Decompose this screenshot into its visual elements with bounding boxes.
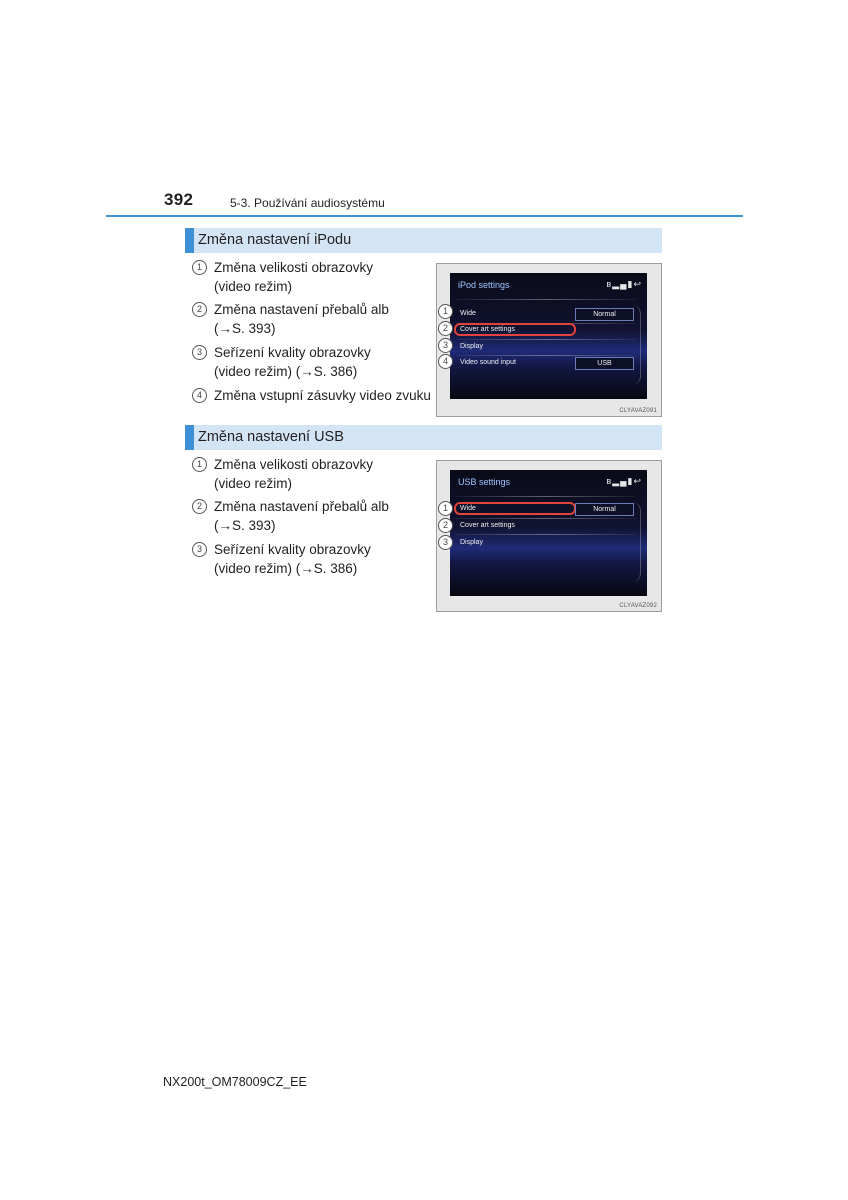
callout-badge: 1: [438, 304, 453, 319]
item-number-badge: 3: [192, 542, 207, 557]
divider: [456, 299, 636, 300]
screen-title: USB settings: [458, 477, 511, 487]
item-text: Seřízení kvality obrazovky (video režim) (→S. 386): [214, 345, 371, 379]
callout-badge: 4: [438, 354, 453, 369]
section-heading-usb: [185, 425, 662, 450]
callout-badge: 1: [438, 501, 453, 516]
item-number-badge: 1: [192, 457, 207, 472]
back-arrow-icon: ↩: [633, 279, 642, 289]
bluetooth-icon: ʙ: [606, 279, 613, 289]
item-number-badge: 2: [192, 499, 207, 514]
callout-badge: 2: [438, 321, 453, 336]
page-number: 392: [164, 190, 194, 209]
item-text: Změna velikosti obrazovky (video režim): [214, 260, 374, 294]
battery-icon: ▮: [627, 279, 634, 289]
divider: [456, 355, 636, 356]
scroll-arc: [632, 305, 641, 385]
item-text: Změna velikosti obrazovky (video režim): [214, 457, 374, 491]
divider: [456, 496, 636, 497]
figure-code: CLYAVAZ092: [619, 603, 657, 609]
screen-row-label: Display: [460, 539, 483, 546]
section-heading-ipod: [185, 228, 662, 253]
screen-row-value: USB: [575, 357, 634, 370]
callout-badge: 3: [438, 338, 453, 353]
chapter-title: 5-3. Používání audiosystému: [230, 196, 385, 210]
callout-badge: 3: [438, 535, 453, 550]
screenshot-usb-settings: [436, 460, 662, 612]
figure-code: CLYAVAZ091: [619, 408, 657, 414]
item-number-badge: 1: [192, 260, 207, 275]
item-number-badge: 3: [192, 345, 207, 360]
screen-row-label: Cover art settings: [460, 522, 515, 529]
divider: [456, 339, 636, 340]
signal-icon: ▂▄: [612, 476, 628, 486]
item-text: Změna nastavení přebalů alb (→S. 393): [214, 302, 389, 336]
item-text: Seřízení kvality obrazovky (video režim) (→S. 386): [214, 542, 371, 576]
divider: [456, 534, 636, 535]
header-rule: [106, 215, 743, 217]
back-arrow-icon: ↩: [633, 476, 642, 486]
scroll-arc: [632, 502, 641, 582]
callout-badge: 2: [438, 518, 453, 533]
document-code: NX200t_OM78009CZ_EE: [163, 1075, 307, 1089]
battery-icon: ▮: [627, 476, 634, 486]
signal-icon: ▂▄: [612, 279, 628, 289]
item-number-badge: 4: [192, 388, 207, 403]
screen-row-label: Display: [460, 343, 483, 350]
display-screen: [450, 470, 647, 596]
screen-title: iPod settings: [458, 280, 510, 290]
screen-row-label: Wide: [460, 505, 476, 512]
bluetooth-icon: ʙ: [606, 476, 613, 486]
screen-row-label: Cover art settings: [460, 326, 515, 333]
item-text: Změna nastavení přebalů alb (→S. 393): [214, 499, 389, 533]
item-text: Změna vstupní zásuvky video zvuku: [214, 388, 431, 403]
item-number-badge: 2: [192, 302, 207, 317]
section-title: Změna nastavení iPodu: [198, 232, 352, 248]
screen-row-label: Wide: [460, 310, 476, 317]
screen-row-value: Normal: [575, 503, 634, 516]
status-icons: [606, 476, 642, 487]
screen-row-label: Video sound input: [460, 359, 516, 366]
screenshot-ipod-settings: [436, 263, 662, 417]
display-screen: [450, 273, 647, 399]
section-title: Změna nastavení USB: [198, 429, 344, 445]
divider: [456, 518, 636, 519]
screen-row-value: Normal: [575, 308, 634, 321]
status-icons: [606, 279, 642, 290]
